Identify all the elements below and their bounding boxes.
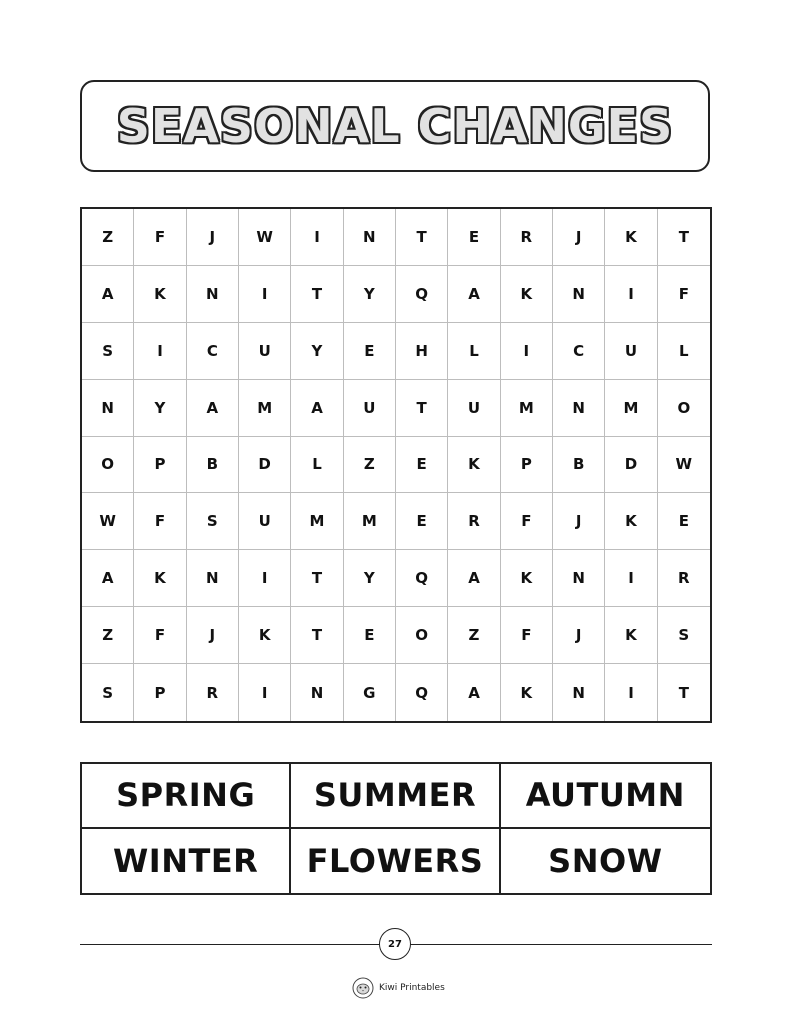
grid-cell: I	[605, 664, 657, 721]
grid-cell: T	[291, 550, 343, 607]
grid-cell: I	[605, 266, 657, 323]
grid-cell: S	[187, 493, 239, 550]
grid-cell: S	[658, 607, 710, 664]
grid-cell: D	[605, 437, 657, 494]
grid-cell: P	[134, 437, 186, 494]
grid-cell: A	[82, 550, 134, 607]
grid-cell: P	[501, 437, 553, 494]
word-list-item: SNOW	[548, 841, 663, 880]
grid-cell: N	[344, 209, 396, 266]
grid-cell: B	[187, 437, 239, 494]
grid-cell: L	[658, 323, 710, 380]
page-number: 27	[379, 928, 411, 960]
grid-cell: N	[553, 550, 605, 607]
grid-cell: Z	[82, 209, 134, 266]
grid-cell: J	[553, 607, 605, 664]
grid-cell: F	[134, 607, 186, 664]
grid-cell: N	[291, 664, 343, 721]
grid-cell: D	[239, 437, 291, 494]
grid-cell: N	[553, 380, 605, 437]
grid-cell: Z	[344, 437, 396, 494]
grid-cell: I	[501, 323, 553, 380]
grid-cell: F	[501, 607, 553, 664]
word-list	[80, 762, 712, 895]
grid-cell: E	[344, 607, 396, 664]
grid-cell: S	[82, 323, 134, 380]
grid-cell: A	[448, 664, 500, 721]
grid-cell: K	[239, 607, 291, 664]
grid-cell: Q	[396, 550, 448, 607]
grid-cell: L	[291, 437, 343, 494]
grid-cell: Y	[291, 323, 343, 380]
grid-cell: T	[658, 209, 710, 266]
grid-cell: T	[396, 380, 448, 437]
grid-cell: Z	[82, 607, 134, 664]
word-search-grid	[80, 207, 712, 723]
grid-cell: N	[187, 266, 239, 323]
grid-cell: S	[82, 664, 134, 721]
grid-cell: T	[291, 607, 343, 664]
grid-cell: Y	[134, 380, 186, 437]
grid-cell: A	[291, 380, 343, 437]
grid-cell: W	[658, 437, 710, 494]
grid-cell: Y	[344, 266, 396, 323]
grid-cell: W	[239, 209, 291, 266]
grid-cell: O	[658, 380, 710, 437]
grid-cell: M	[605, 380, 657, 437]
grid-cell: F	[658, 266, 710, 323]
grid-cell: K	[605, 493, 657, 550]
grid-cell: K	[605, 209, 657, 266]
grid-cell: U	[605, 323, 657, 380]
grid-cell: J	[553, 209, 605, 266]
grid-cell: A	[187, 380, 239, 437]
grid-cell: E	[396, 493, 448, 550]
grid-cell: M	[291, 493, 343, 550]
grid-cell: J	[553, 493, 605, 550]
page-title: SEASONAL CHANGES	[116, 99, 674, 153]
grid-cell: F	[501, 493, 553, 550]
grid-cell: C	[553, 323, 605, 380]
grid-cell: P	[134, 664, 186, 721]
grid-cell: N	[553, 266, 605, 323]
grid-cell: C	[187, 323, 239, 380]
grid-cell: R	[448, 493, 500, 550]
word-list-item: AUTUMN	[501, 764, 710, 829]
grid-cell: E	[448, 209, 500, 266]
grid-cell: H	[396, 323, 448, 380]
grid-cell: Q	[396, 266, 448, 323]
grid-cell: G	[344, 664, 396, 721]
title-banner	[80, 80, 710, 172]
grid-cell: N	[82, 380, 134, 437]
brand-footer	[352, 977, 445, 999]
grid-cell: B	[553, 437, 605, 494]
grid-cell: A	[448, 550, 500, 607]
grid-cell: J	[187, 209, 239, 266]
grid-cell: K	[134, 550, 186, 607]
grid-cell: U	[344, 380, 396, 437]
grid-cell: K	[134, 266, 186, 323]
grid-cell: N	[187, 550, 239, 607]
grid-cell: W	[82, 493, 134, 550]
grid-cell: K	[501, 266, 553, 323]
grid-cell: M	[344, 493, 396, 550]
grid-cell: J	[187, 607, 239, 664]
grid-cell: L	[448, 323, 500, 380]
grid-cell: N	[553, 664, 605, 721]
grid-cell: M	[239, 380, 291, 437]
grid-cell: K	[448, 437, 500, 494]
grid-cell: E	[658, 493, 710, 550]
grid-cell: O	[396, 607, 448, 664]
kiwi-bird-icon	[352, 977, 374, 999]
grid-cell: T	[678, 683, 689, 702]
grid-cell: I	[605, 550, 657, 607]
brand-name: Kiwi Printables	[379, 983, 445, 993]
grid-cell: U	[239, 493, 291, 550]
word-list-item: SPRING	[82, 764, 291, 829]
grid-cell: I	[291, 209, 343, 266]
word-list-item: SUMMER	[291, 764, 500, 829]
grid-cell: I	[134, 323, 186, 380]
grid-cell: A	[448, 266, 500, 323]
grid-cell: R	[187, 664, 239, 721]
grid-cell: M	[501, 380, 553, 437]
word-list-item: WINTER	[82, 829, 291, 894]
grid-cell: F	[134, 493, 186, 550]
grid-cell: T	[396, 209, 448, 266]
grid-cell: F	[134, 209, 186, 266]
grid-cell: I	[239, 266, 291, 323]
grid-cell: I	[239, 550, 291, 607]
grid-cell: K	[501, 664, 553, 721]
grid-cell: Y	[344, 550, 396, 607]
grid-cell: U	[239, 323, 291, 380]
grid-cell: Z	[448, 607, 500, 664]
grid-cell: E	[396, 437, 448, 494]
grid-cell: Q	[396, 664, 448, 721]
grid-cell: O	[82, 437, 134, 494]
grid-cell: K	[605, 607, 657, 664]
grid-cell: T	[291, 266, 343, 323]
grid-cell: K	[501, 550, 553, 607]
grid-cell: I	[239, 664, 291, 721]
word-list-item: FLOWERS	[291, 829, 500, 894]
grid-cell: A	[82, 266, 134, 323]
grid-cell: R	[658, 550, 710, 607]
grid-cell: E	[344, 323, 396, 380]
grid-cell: U	[448, 380, 500, 437]
grid-cell: R	[501, 209, 553, 266]
